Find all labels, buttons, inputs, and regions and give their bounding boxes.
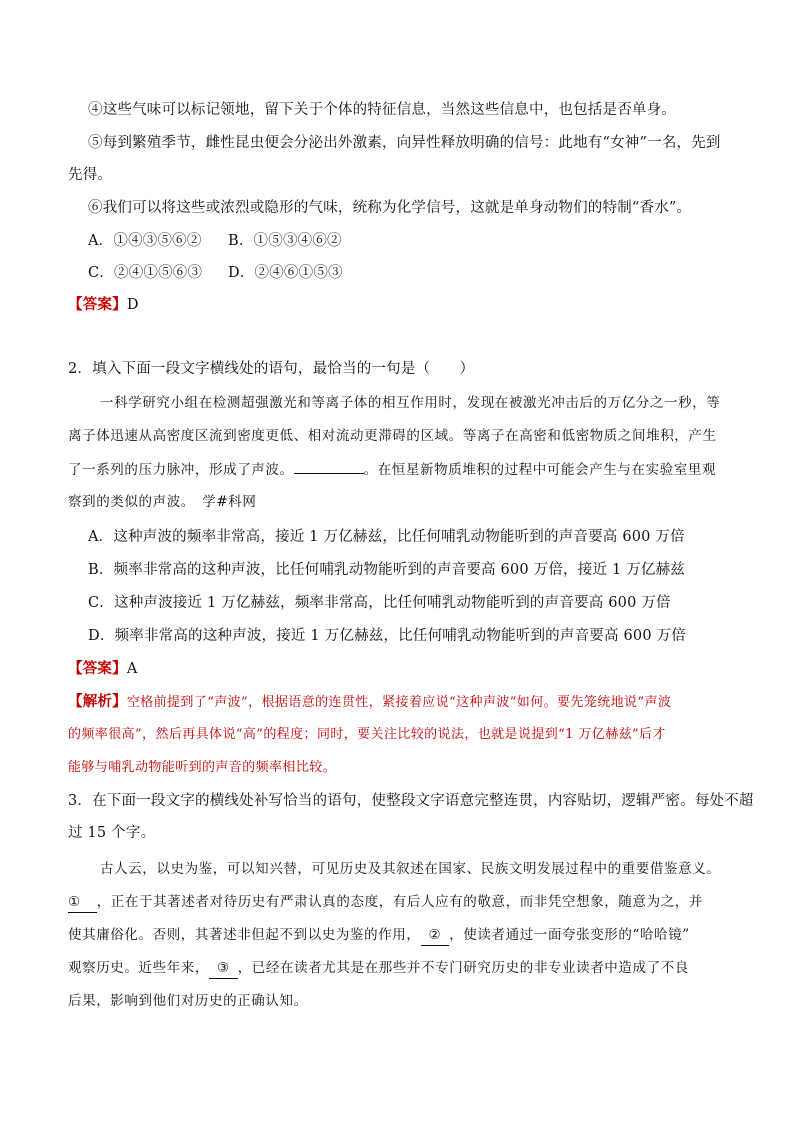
q1-item-5-line1: ⑤每到繁殖季节，雌性昆虫便会分泌出外激素，向异性释放明确的信号：此地有“女神”一名，先到 [88,135,721,151]
q2-passage-line2: 离子体迅速从高密度区流到密度更低、相对流动更滞碍的区域。等离子在高密和低密物质之间堆积，产生 [68,428,717,444]
q3-passage-line4 [68,958,689,979]
q3-blank-3: ③ [209,958,238,979]
q2-passage-line3 [68,459,716,480]
q1-answer [68,295,139,315]
q2-option-a: A．这种声波的频率非常高，接近 1 万亿赫兹，比任何哺乳动物能听到的声音要高 600 万倍 [88,529,685,545]
q2-passage-line3-post: 。在恒星新物质堆积的过程中可能会产生与在实验室里观 [363,462,717,478]
q3-passage-line3-post: ，使读者通过一面夸张变形的“哈哈镜” [449,927,690,943]
q1-answer-label: 【答案】 [68,296,127,313]
q2-analysis-line3: 能够与哺乳动物能听到的声音的频率相比较。 [68,760,337,775]
q2-analysis-line1 [68,692,671,713]
q3-passage-line3 [68,925,690,946]
q1-option-b: B．①⑤③④⑥② [228,233,342,249]
q3-stem-line2: 过 15 个字。 [68,825,156,841]
q1-option-c: C．②④①⑤⑥③ [88,265,203,281]
q1-option-a: A．①④③⑤⑥② [88,233,202,249]
q3-stem-line1: 3．在下面一段文字的横线处补写恰当的语句，使整段文字语意完整连贯，内容贴切，逻辑严密。每处不超 [68,793,754,809]
q2-passage-line3-pre: 了一系列的压力脉冲，形成了声波。 [68,462,294,478]
q3-passage-line4-pre: 观察历史。近些年来， [68,960,209,976]
q2-option-b: B．频率非常高的这种声波，比任何哺乳动物能听到的声音要高 600 万倍，接近 1 万亿赫兹 [88,562,685,578]
q3-passage-line2 [68,892,703,913]
q3-passage-line5: 后果，影响到他们对历史的正确认知。 [68,993,308,1009]
q3-blank-1: ① [68,892,97,913]
q2-option-d: D．频率非常高的这种声波，接近 1 万亿赫兹，比任何哺乳动物能听到的声音要高 600 万倍 [88,628,686,644]
q2-analysis-label: 【解析】 [68,693,127,710]
q2-stem: 2．填入下面一段文字横线处的语句，最恰当的一句是（ ） [68,361,475,377]
q2-analysis-text1: 空格前提到了“声波”，根据语意的连贯性，紧接着应说“这种声波”如何。要先笼统地说“声波 [126,695,672,710]
q3-passage-line4-post: ，已经在读者尤其是在那些并不专门研究历史的非专业读者中造成了不良 [237,960,689,976]
q1-option-d: D．②④⑥①⑤③ [228,265,343,281]
q1-item-5-line2: 先得。 [68,167,113,183]
q3-passage-line2-post: ，正在于其著述者对待历史有严肃认真的态度，有后人应有的敬意，而非凭空想象，随意为之，并 [96,894,704,910]
q2-answer [68,659,137,679]
q2-fill-blank [294,459,364,474]
q2-option-c: C．这种声波接近 1 万亿赫兹，频率非常高，比任何哺乳动物能听到的声音要高 600 万倍 [88,595,671,611]
q1-item-6: ⑥我们可以将这些或浓烈或隐形的气味，统称为化学信号，这就是单身动物们的特制“香水”。 [88,200,692,216]
q3-blank-2: ② [421,925,450,946]
q2-passage-line4: 察到的类似的声波。 学#科网 [68,494,257,510]
q2-answer-value: A [126,661,138,677]
q1-item-4: ④这些气味可以标记领地，留下关于个体的特征信息，当然这些信息中，也包括是否单身。 [88,102,676,118]
q2-passage-line1: 一科学研究小组在检测超强激光和等离子体的相互作用时，发现在被激光冲击后的万亿分之一秒，等 [100,395,721,411]
q3-passage-line3-pre: 使其庸俗化。否则，其著述非但起不到以史为鉴的作用， [68,927,421,943]
q2-answer-label: 【答案】 [68,660,127,677]
q1-answer-value: D [126,297,139,313]
q2-analysis-line2: 的频率很高”，然后再具体说“高”的程度；同时，要关注比较的说法，也就是说提到“1 万亿赫兹”后才 [68,727,666,742]
q3-passage-line1: 古人云，以史为鉴，可以知兴替，可见历史及其叙述在国家、民族文明发展过程中的重要借鉴意义。 [100,861,721,877]
